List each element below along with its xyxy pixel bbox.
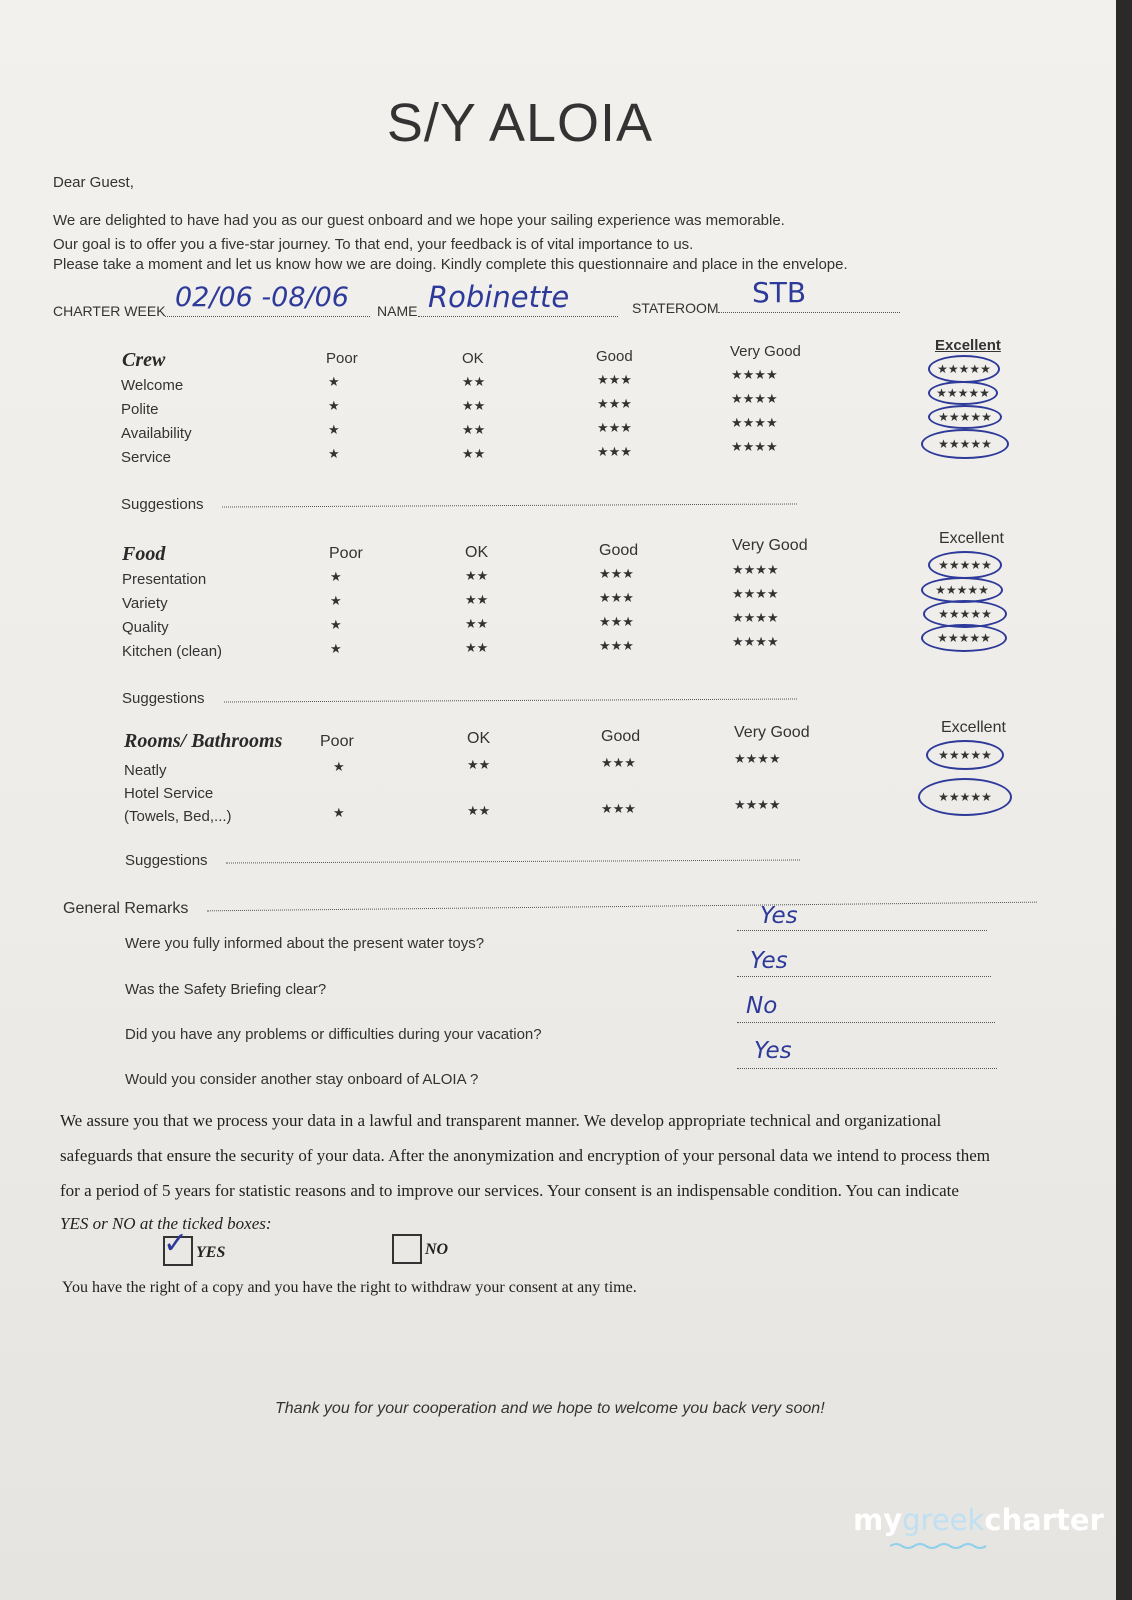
- col-ok: OK: [462, 350, 484, 367]
- star-very-good[interactable]: ★★★★: [732, 634, 779, 649]
- star-ok[interactable]: ★★: [465, 568, 489, 583]
- col-poor: Poor: [326, 350, 358, 367]
- stateroom-value[interactable]: STB: [752, 276, 807, 309]
- page-title: S/Y ALOIA: [386, 93, 654, 153]
- charter-week-line: [165, 316, 370, 317]
- answer-1[interactable]: Yes: [760, 903, 798, 929]
- answer-3[interactable]: No: [746, 993, 778, 1019]
- col-ok: OK: [465, 544, 489, 561]
- excellent-circled[interactable]: ★★★★★: [928, 381, 998, 405]
- col-very-good: Very Good: [730, 343, 801, 360]
- col-excellent: Excellent: [935, 337, 1001, 354]
- star-poor[interactable]: ★: [330, 617, 342, 632]
- section-title-food: Food: [122, 543, 166, 565]
- star-poor[interactable]: ★: [330, 569, 342, 584]
- star-very-good[interactable]: ★★★★: [734, 797, 781, 812]
- rooms-item-neatly: Neatly: [124, 762, 167, 779]
- consent-no-checkbox[interactable]: [392, 1234, 422, 1264]
- watermark-wave-icon: [890, 1542, 990, 1550]
- star-good[interactable]: ★★★: [597, 420, 632, 435]
- col-poor: Poor: [320, 733, 354, 750]
- excellent-circled[interactable]: ★★★★★: [928, 405, 1002, 429]
- watermark-logo: [853, 1503, 1104, 1537]
- star-ok[interactable]: ★★: [462, 446, 486, 461]
- star-very-good[interactable]: ★★★★: [732, 586, 779, 601]
- star-ok[interactable]: ★★: [462, 374, 486, 389]
- thanks-text: Thank you for your cooperation and we hope to welcome you back very soon!: [275, 1400, 825, 1417]
- food-item-kitchen: Kitchen (clean): [122, 643, 223, 660]
- rights-text: You have the right of a copy and you have the right to withdraw your consent at any time.: [62, 1279, 637, 1296]
- charter-week-label: CHARTER WEEK: [53, 303, 166, 319]
- excellent-circled[interactable]: ★★★★★: [923, 600, 1007, 628]
- privacy-line-1: We assure you that we process your data in a lawful and transparent manner. We develop appropriate technical and organizational: [60, 1111, 942, 1130]
- star-good[interactable]: ★★★: [599, 614, 634, 629]
- star-ok[interactable]: ★★: [465, 640, 489, 655]
- star-poor[interactable]: ★: [333, 805, 345, 820]
- star-good[interactable]: ★★★: [599, 638, 634, 653]
- star-ok[interactable]: ★★: [465, 616, 489, 631]
- excellent-circled[interactable]: ★★★★★: [921, 624, 1007, 652]
- star-good[interactable]: ★★★: [601, 801, 636, 816]
- crew-item-service: Service: [121, 449, 172, 466]
- section-title-rooms: Rooms/ Bathrooms: [124, 730, 283, 752]
- intro-line-2: Our goal is to offer you a five-star journey. To that end, your feedback is of vital importance to us.: [53, 236, 694, 253]
- star-very-good[interactable]: ★★★★: [731, 367, 778, 382]
- food-item-presentation: Presentation: [122, 571, 207, 588]
- rooms-item-towels-bed: (Towels, Bed,...): [124, 808, 232, 825]
- consent-no-label: NO: [425, 1241, 449, 1258]
- watermark-right: charter: [984, 1503, 1104, 1537]
- privacy-line-4: YES or NO at the ticked boxes:: [60, 1214, 272, 1233]
- question-2: Was the Safety Briefing clear?: [125, 981, 327, 998]
- privacy-line-2: safeguards that ensure the security of your data. After the anonymization and encryption of your personal data we intend to process them: [60, 1146, 990, 1165]
- intro-line-1: We are delighted to have had you as our guest onboard and we hope your sailing experience was memorable.: [53, 212, 785, 229]
- excellent-circled[interactable]: ★★★★★: [921, 577, 1003, 603]
- star-ok[interactable]: ★★: [462, 398, 486, 413]
- question-1: Were you fully informed about the present water toys?: [125, 935, 485, 952]
- answer-line-2: [737, 976, 991, 977]
- star-poor[interactable]: ★: [333, 759, 345, 774]
- star-ok[interactable]: ★★: [467, 803, 491, 818]
- star-ok[interactable]: ★★: [462, 422, 486, 437]
- food-suggestions-label: Suggestions: [122, 690, 205, 707]
- answer-line-4: [737, 1068, 997, 1069]
- general-remarks-label: General Remarks: [63, 900, 189, 917]
- star-poor[interactable]: ★: [328, 446, 340, 461]
- col-good: Good: [596, 348, 633, 365]
- rooms-suggestions-line[interactable]: [226, 859, 800, 863]
- rooms-suggestions-label: Suggestions: [125, 852, 208, 869]
- section-title-crew: Crew: [122, 349, 166, 371]
- crew-item-availability: Availability: [121, 425, 192, 442]
- answer-4[interactable]: Yes: [754, 1038, 792, 1064]
- watermark-left: my: [853, 1503, 903, 1537]
- excellent-circled[interactable]: ★★★★★: [926, 740, 1004, 770]
- check-mark-icon: ✓: [163, 1226, 189, 1261]
- stateroom-line: [718, 312, 900, 313]
- star-poor[interactable]: ★: [328, 422, 340, 437]
- food-suggestions-line[interactable]: [224, 698, 797, 702]
- star-very-good[interactable]: ★★★★: [734, 751, 781, 766]
- crew-suggestions-line[interactable]: [222, 503, 797, 507]
- star-very-good[interactable]: ★★★★: [731, 439, 778, 454]
- question-3: Did you have any problems or difficulties during your vacation?: [125, 1026, 542, 1043]
- food-item-quality: Quality: [122, 619, 169, 636]
- excellent-circled[interactable]: ★★★★★: [921, 429, 1009, 459]
- name-value[interactable]: Robinette: [428, 280, 570, 314]
- star-very-good[interactable]: ★★★★: [731, 391, 778, 406]
- col-very-good: Very Good: [732, 537, 808, 554]
- answer-line-1: [737, 930, 987, 931]
- star-good[interactable]: ★★★: [601, 755, 636, 770]
- star-poor[interactable]: ★: [330, 641, 342, 656]
- col-poor: Poor: [329, 545, 363, 562]
- greeting: Dear Guest,: [53, 174, 134, 191]
- answer-2[interactable]: Yes: [750, 948, 788, 974]
- star-good[interactable]: ★★★: [599, 566, 634, 581]
- col-ok: OK: [467, 730, 491, 747]
- general-remarks-line[interactable]: [207, 902, 1037, 912]
- intro-line-3: Please take a moment and let us know how we are doing. Kindly complete this questionnaire and place in the envelope.: [53, 256, 848, 273]
- star-poor[interactable]: ★: [330, 593, 342, 608]
- crew-item-polite: Polite: [121, 401, 159, 418]
- star-poor[interactable]: ★: [328, 374, 340, 389]
- rooms-item-hotel-service: Hotel Service: [124, 785, 214, 802]
- crew-item-welcome: Welcome: [121, 377, 184, 394]
- star-good[interactable]: ★★★: [597, 396, 632, 411]
- star-good[interactable]: ★★★: [597, 372, 632, 387]
- food-item-variety: Variety: [122, 595, 168, 612]
- star-ok[interactable]: ★★: [467, 757, 491, 772]
- star-very-good[interactable]: ★★★★: [732, 610, 779, 625]
- answer-line-3: [737, 1022, 995, 1023]
- privacy-line-3: for a period of 5 years for statistic reasons and to improve our services. Your consent is an indispensable condition. You can indicate: [60, 1181, 959, 1200]
- col-good: Good: [599, 542, 639, 559]
- excellent-circled[interactable]: ★★★★★: [928, 355, 1000, 383]
- col-good: Good: [601, 728, 641, 745]
- col-very-good: Very Good: [734, 724, 810, 741]
- watermark-middle: greek: [902, 1503, 985, 1537]
- charter-week-value[interactable]: 02/06 -08/06: [175, 282, 349, 313]
- star-very-good[interactable]: ★★★★: [731, 415, 778, 430]
- star-very-good[interactable]: ★★★★: [732, 562, 779, 577]
- excellent-circled[interactable]: ★★★★★: [918, 778, 1012, 816]
- question-4: Would you consider another stay onboard of ALOIA ?: [125, 1071, 479, 1088]
- consent-yes-label: YES: [196, 1244, 226, 1261]
- excellent-circled[interactable]: ★★★★★: [928, 551, 1002, 579]
- col-excellent: Excellent: [939, 530, 1004, 547]
- crew-suggestions-label: Suggestions: [121, 496, 204, 513]
- name-label: NAME: [377, 303, 418, 319]
- star-ok[interactable]: ★★: [465, 592, 489, 607]
- star-good[interactable]: ★★★: [597, 444, 632, 459]
- col-excellent: Excellent: [941, 719, 1006, 736]
- star-good[interactable]: ★★★: [599, 590, 634, 605]
- star-poor[interactable]: ★: [328, 398, 340, 413]
- stateroom-label: STATEROOM: [632, 300, 719, 316]
- name-line: [418, 316, 618, 317]
